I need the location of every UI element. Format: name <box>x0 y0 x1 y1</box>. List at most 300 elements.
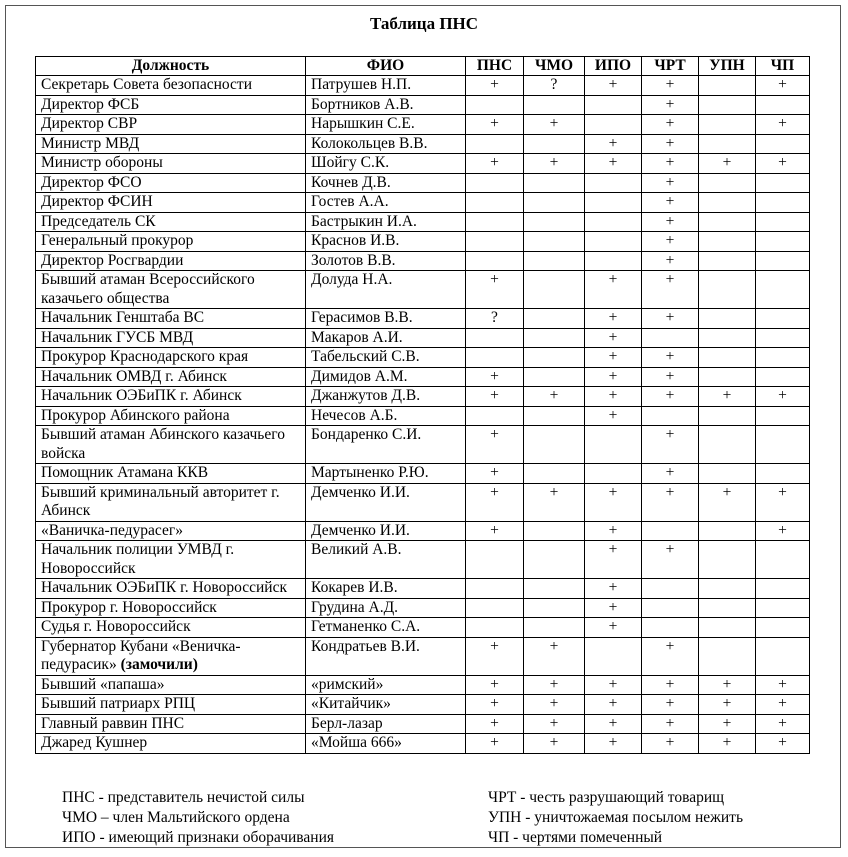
mark-chrt: + <box>642 348 699 368</box>
mark-chrt <box>642 579 699 599</box>
mark-chmo <box>524 618 585 638</box>
mark-chp <box>756 95 810 115</box>
mark-pns: + <box>466 675 524 695</box>
cell-position <box>36 95 306 115</box>
mark-ipo: + <box>585 328 642 348</box>
table-row <box>36 464 810 484</box>
col-header-chmo: ЧМО <box>524 57 585 76</box>
mark-pns: ? <box>466 309 524 329</box>
table-row <box>36 598 810 618</box>
position-text: Помощник Атамана ККВ <box>41 464 209 481</box>
mark-chrt: + <box>642 367 699 387</box>
table-row <box>36 521 810 541</box>
mark-ipo: + <box>585 734 642 754</box>
mark-chp <box>756 406 810 426</box>
table-row <box>36 541 810 579</box>
mark-chp <box>756 251 810 271</box>
cell-position <box>36 76 306 96</box>
mark-ipo <box>585 193 642 213</box>
cell-name: Демченко И.И. <box>306 521 466 541</box>
cell-name: Кондратьев В.И. <box>306 637 466 675</box>
mark-upn <box>699 212 756 232</box>
col-header-pns: ПНС <box>466 57 524 76</box>
mark-upn <box>699 426 756 464</box>
cell-position <box>36 734 306 754</box>
position-text: Министр МВД <box>41 134 140 152</box>
position-text: Директор ФСИН <box>41 193 153 210</box>
mark-ipo: + <box>585 521 642 541</box>
cell-position <box>36 232 306 252</box>
table-row <box>36 675 810 695</box>
mark-ipo: + <box>585 309 642 329</box>
legend-item: УПН - уничтожаемая посылом нежить <box>488 809 744 826</box>
cell-name: Мартыненко Р.Ю. <box>306 464 466 484</box>
mark-chp <box>756 367 810 387</box>
position-text: Прокурор г. Новороссийск <box>41 598 217 616</box>
mark-chrt: + <box>642 714 699 734</box>
cell-name: «Китайчик» <box>306 695 466 715</box>
mark-pns: + <box>466 714 524 734</box>
table-row <box>36 76 810 96</box>
mark-chp <box>756 212 810 232</box>
mark-pns: + <box>466 483 524 521</box>
mark-chrt: + <box>642 483 699 521</box>
mark-pns <box>466 348 524 368</box>
mark-chp: + <box>756 76 810 96</box>
mark-chmo: + <box>524 695 585 715</box>
cell-name: Макаров А.И. <box>306 328 466 348</box>
cell-position <box>36 173 306 193</box>
cell-position <box>36 271 306 309</box>
mark-chrt: + <box>642 232 699 252</box>
mark-upn: + <box>699 734 756 754</box>
position-text: Директор Росгвардии <box>41 251 184 269</box>
mark-ipo <box>585 232 642 252</box>
cell-position <box>36 154 306 174</box>
mark-chrt: + <box>642 95 699 115</box>
mark-ipo <box>585 426 642 464</box>
mark-chmo: + <box>524 115 585 135</box>
cell-position <box>36 251 306 271</box>
mark-chmo <box>524 464 585 484</box>
mark-chrt <box>642 521 699 541</box>
mark-chmo: + <box>524 714 585 734</box>
mark-upn <box>699 541 756 579</box>
mark-upn <box>699 406 756 426</box>
cell-position <box>36 675 306 695</box>
mark-upn <box>699 367 756 387</box>
mark-pns: + <box>466 76 524 96</box>
position-text: Губернатор Кубани «Веничка-педурасик» <box>41 637 241 673</box>
mark-ipo <box>585 173 642 193</box>
cell-position <box>36 426 306 464</box>
mark-chp: + <box>756 675 810 695</box>
table-row <box>36 367 810 387</box>
mark-upn: + <box>699 154 756 174</box>
mark-chrt <box>642 328 699 348</box>
col-header-upn: УПН <box>699 57 756 76</box>
mark-chrt: + <box>642 173 699 193</box>
mark-upn <box>699 618 756 638</box>
mark-chrt: + <box>642 76 699 96</box>
cell-name: Долуда Н.А. <box>306 271 466 309</box>
position-text: Бывший патриарх РПЦ <box>41 695 196 712</box>
header-row <box>36 57 810 76</box>
mark-pns: + <box>466 734 524 754</box>
mark-pns: + <box>466 695 524 715</box>
table-row <box>36 328 810 348</box>
position-text: Начальник ГУСБ МВД <box>41 328 194 346</box>
table-row <box>36 637 810 675</box>
mark-chmo <box>524 193 585 213</box>
legend-item: ПНС - представитель нечистой силы <box>62 789 305 806</box>
mark-upn <box>699 348 756 368</box>
mark-chrt <box>642 598 699 618</box>
position-text: Начальник Генштаба ВС <box>41 309 205 326</box>
mark-ipo: + <box>585 695 642 715</box>
mark-chp <box>756 637 810 675</box>
cell-name: Табельский С.В. <box>306 348 466 368</box>
mark-pns <box>466 406 524 426</box>
mark-pns <box>466 598 524 618</box>
position-text: Министр обороны <box>41 154 163 171</box>
table-title: Таблица ПНС <box>369 14 479 33</box>
cell-name: Бастрыкин И.А. <box>306 212 466 232</box>
position-text: Начальник полиции УМВД г. Новороссийск <box>41 541 235 577</box>
mark-upn <box>699 637 756 675</box>
cell-position <box>36 541 306 579</box>
mark-pns: + <box>466 637 524 675</box>
mark-pns <box>466 134 524 154</box>
cell-name: «Мойша 666» <box>306 734 466 754</box>
mark-chrt: + <box>642 212 699 232</box>
mark-chmo <box>524 367 585 387</box>
position-text: Директор ФСБ <box>41 95 140 113</box>
mark-upn <box>699 95 756 115</box>
mark-upn <box>699 271 756 309</box>
cell-position <box>36 134 306 154</box>
mark-pns: + <box>466 521 524 541</box>
mark-ipo: + <box>585 579 642 599</box>
mark-chmo <box>524 212 585 232</box>
mark-chmo <box>524 521 585 541</box>
mark-chp: + <box>756 734 810 754</box>
cell-position <box>36 618 306 638</box>
pns-table <box>35 56 810 754</box>
mark-chmo <box>524 328 585 348</box>
cell-name: Нарышкин С.Е. <box>306 115 466 135</box>
legend-item: ЧРТ - честь разрушающий товарищ <box>488 789 725 806</box>
mark-chmo <box>524 134 585 154</box>
position-text: Бывший криминальный авторитет г. Абинск <box>41 483 280 519</box>
table-row <box>36 406 810 426</box>
position-text: Джаред Кушнер <box>41 734 148 751</box>
mark-upn <box>699 464 756 484</box>
cell-name: «римский» <box>306 675 466 695</box>
mark-upn <box>699 173 756 193</box>
legend-item: ЧП - чертями помеченный <box>488 829 663 846</box>
cell-position <box>36 309 306 329</box>
mark-upn <box>699 598 756 618</box>
mark-ipo: + <box>585 714 642 734</box>
mark-pns <box>466 328 524 348</box>
mark-chp <box>756 271 810 309</box>
table-row <box>36 483 810 521</box>
mark-upn <box>699 193 756 213</box>
mark-chp <box>756 579 810 599</box>
cell-name: Кочнев Д.В. <box>306 173 466 193</box>
col-header-chp: ЧП <box>756 57 810 76</box>
cell-name: Патрушев Н.П. <box>306 76 466 96</box>
mark-chrt <box>642 406 699 426</box>
table-row <box>36 426 810 464</box>
cell-position <box>36 367 306 387</box>
mark-upn <box>699 328 756 348</box>
table-row <box>36 579 810 599</box>
cell-name: Грудина А.Д. <box>306 598 466 618</box>
table-row <box>36 134 810 154</box>
table-row <box>36 714 810 734</box>
cell-position <box>36 695 306 715</box>
table-row <box>36 115 810 135</box>
cell-position <box>36 714 306 734</box>
table-row <box>36 387 810 407</box>
cell-name: Берл-лазар <box>306 714 466 734</box>
col-header-ipo: ИПО <box>585 57 642 76</box>
mark-ipo: + <box>585 76 642 96</box>
mark-pns <box>466 232 524 252</box>
table-row <box>36 154 810 174</box>
mark-chp <box>756 426 810 464</box>
mark-upn <box>699 115 756 135</box>
cell-position <box>36 406 306 426</box>
col-header-chrt: ЧРТ <box>642 57 699 76</box>
mark-upn: + <box>699 695 756 715</box>
mark-chp: + <box>756 521 810 541</box>
mark-chp <box>756 328 810 348</box>
table-body <box>36 76 810 754</box>
table-row <box>36 348 810 368</box>
legend-item: ЧМО – член Мальтийского ордена <box>62 809 290 826</box>
mark-upn: + <box>699 714 756 734</box>
position-text: Секретарь Совета безопасности <box>41 76 252 93</box>
mark-chp <box>756 598 810 618</box>
mark-chmo: + <box>524 387 585 407</box>
mark-chrt: + <box>642 154 699 174</box>
cell-name: Гостев А.А. <box>306 193 466 213</box>
mark-chrt: + <box>642 637 699 675</box>
mark-chrt: + <box>642 134 699 154</box>
mark-ipo: + <box>585 483 642 521</box>
table-row <box>36 734 810 754</box>
cell-name: Золотов В.В. <box>306 251 466 271</box>
mark-chrt: + <box>642 115 699 135</box>
mark-chmo: ? <box>524 76 585 96</box>
mark-chmo <box>524 251 585 271</box>
mark-upn <box>699 309 756 329</box>
mark-pns <box>466 212 524 232</box>
mark-pns <box>466 541 524 579</box>
mark-chmo <box>524 95 585 115</box>
position-text: Директор СВР <box>41 115 138 132</box>
cell-position <box>36 348 306 368</box>
table-row <box>36 695 810 715</box>
mark-chp: + <box>756 483 810 521</box>
table-row <box>36 271 810 309</box>
position-text: Судья г. Новороссийск <box>41 618 191 635</box>
mark-pns: + <box>466 367 524 387</box>
mark-chp: + <box>756 695 810 715</box>
mark-chp: + <box>756 714 810 734</box>
legend-item: ИПО - имеющий признаки оборачивания <box>62 829 334 846</box>
table-row <box>36 173 810 193</box>
mark-chp <box>756 618 810 638</box>
mark-ipo: + <box>585 348 642 368</box>
cell-name: Шойгу С.К. <box>306 154 466 174</box>
mark-chmo <box>524 426 585 464</box>
mark-chmo: + <box>524 734 585 754</box>
table-row <box>36 193 810 213</box>
mark-chp <box>756 348 810 368</box>
mark-ipo <box>585 95 642 115</box>
mark-chrt: + <box>642 309 699 329</box>
mark-pns: + <box>466 426 524 464</box>
mark-chmo <box>524 173 585 193</box>
cell-position <box>36 598 306 618</box>
mark-chp <box>756 464 810 484</box>
mark-ipo <box>585 251 642 271</box>
mark-upn <box>699 76 756 96</box>
legend-right <box>488 788 743 848</box>
mark-upn: + <box>699 387 756 407</box>
mark-chmo <box>524 348 585 368</box>
position-text: Председатель СК <box>41 212 156 230</box>
cell-name: Кокарев И.В. <box>306 579 466 599</box>
mark-chmo <box>524 579 585 599</box>
mark-chrt: + <box>642 271 699 309</box>
position-note: (замочили) <box>120 656 198 673</box>
mark-ipo: + <box>585 406 642 426</box>
mark-chrt: + <box>642 426 699 464</box>
table-row <box>36 95 810 115</box>
cell-position <box>36 387 306 407</box>
mark-chmo <box>524 598 585 618</box>
position-text: Бывший атаман Абинского казачьего войска <box>41 426 285 462</box>
mark-chp <box>756 541 810 579</box>
mark-chrt <box>642 618 699 638</box>
mark-ipo: + <box>585 541 642 579</box>
mark-chp <box>756 173 810 193</box>
mark-chmo: + <box>524 483 585 521</box>
position-text: Генеральный прокурор <box>41 232 194 249</box>
mark-upn: + <box>699 675 756 695</box>
mark-chp <box>756 193 810 213</box>
mark-ipo: + <box>585 271 642 309</box>
mark-pns: + <box>466 154 524 174</box>
cell-position <box>36 328 306 348</box>
mark-pns <box>466 618 524 638</box>
table-row <box>36 309 810 329</box>
cell-position <box>36 521 306 541</box>
table-row <box>36 212 810 232</box>
mark-chmo <box>524 541 585 579</box>
cell-position <box>36 115 306 135</box>
mark-chp: + <box>756 387 810 407</box>
mark-upn <box>699 251 756 271</box>
cell-name: Димидов А.М. <box>306 367 466 387</box>
mark-ipo: + <box>585 367 642 387</box>
mark-upn <box>699 579 756 599</box>
mark-chrt: + <box>642 464 699 484</box>
cell-position <box>36 579 306 599</box>
mark-pns: + <box>466 271 524 309</box>
mark-chrt: + <box>642 734 699 754</box>
mark-chmo <box>524 232 585 252</box>
position-text: Главный раввин ПНС <box>41 714 185 732</box>
mark-pns <box>466 95 524 115</box>
cell-name: Бортников А.В. <box>306 95 466 115</box>
cell-position <box>36 193 306 213</box>
col-header-name: ФИО <box>306 57 466 76</box>
mark-chmo: + <box>524 154 585 174</box>
cell-name: Джанжутов Д.В. <box>306 387 466 407</box>
mark-pns <box>466 579 524 599</box>
mark-ipo: + <box>585 154 642 174</box>
mark-pns: + <box>466 464 524 484</box>
mark-ipo <box>585 115 642 135</box>
position-text: Бывший атаман Всероссийского казачьего общества <box>41 271 255 307</box>
mark-chmo <box>524 406 585 426</box>
cell-position <box>36 483 306 521</box>
mark-chrt: + <box>642 695 699 715</box>
position-text: Прокурор Абинского района <box>41 406 230 424</box>
cell-name: Гетманенко С.А. <box>306 618 466 638</box>
mark-ipo: + <box>585 598 642 618</box>
mark-upn <box>699 134 756 154</box>
cell-name: Великий А.В. <box>306 541 466 579</box>
legend-left <box>62 788 334 848</box>
mark-chp <box>756 309 810 329</box>
mark-ipo: + <box>585 675 642 695</box>
table-row <box>36 232 810 252</box>
col-header-position: Должность <box>36 57 306 76</box>
mark-pns <box>466 193 524 213</box>
mark-chmo <box>524 309 585 329</box>
mark-chmo <box>524 271 585 309</box>
mark-chp: + <box>756 154 810 174</box>
position-text: Директор ФСО <box>41 173 142 191</box>
mark-pns <box>466 173 524 193</box>
cell-name: Бондаренко С.И. <box>306 426 466 464</box>
mark-chrt: + <box>642 387 699 407</box>
mark-chrt: + <box>642 541 699 579</box>
cell-name: Демченко И.И. <box>306 483 466 521</box>
position-text: Начальник ОЭБиПК г. Новороссийск <box>41 579 288 596</box>
mark-upn <box>699 232 756 252</box>
position-text: «Ваничка-педурасег» <box>41 521 183 539</box>
cell-position <box>36 637 306 675</box>
mark-ipo: + <box>585 387 642 407</box>
cell-name: Нечесов А.Б. <box>306 406 466 426</box>
position-text: Бывший «папаша» <box>41 675 165 693</box>
mark-ipo: + <box>585 134 642 154</box>
table-row <box>36 251 810 271</box>
mark-chmo: + <box>524 637 585 675</box>
cell-name: Краснов И.В. <box>306 232 466 252</box>
mark-ipo <box>585 464 642 484</box>
mark-ipo: + <box>585 618 642 638</box>
mark-pns: + <box>466 115 524 135</box>
